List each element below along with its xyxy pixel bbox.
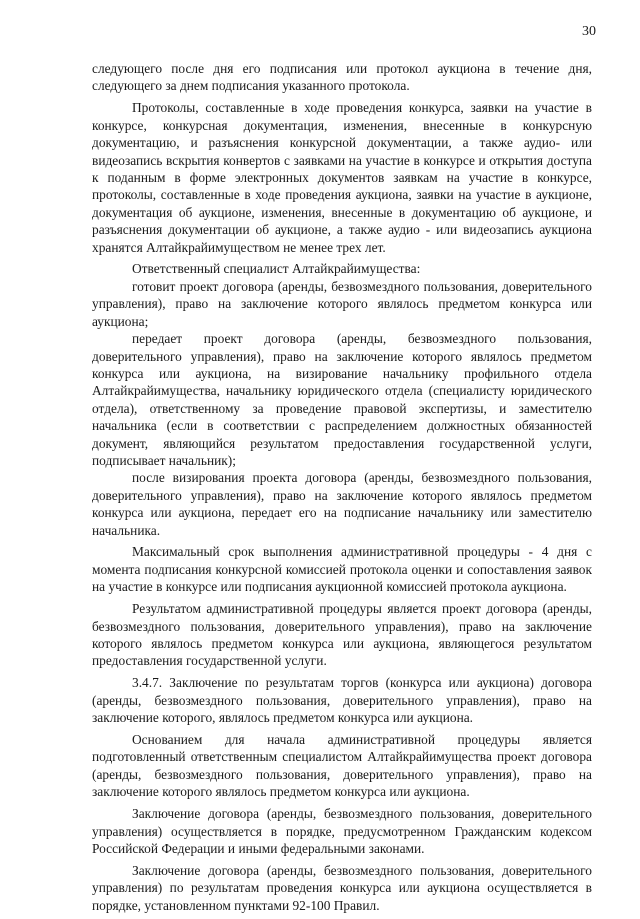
paragraph-prepares-draft: готовит проект договора (аренды, безвозмездного пользования, доверительного управления), право на заключение которого являлось предметом конкурса или аукциона; [92, 278, 592, 329]
paragraph-max-duration: Максимальный срок выполнения административной процедуры - 4 дня с момента подписания конкурсной комиссией протокола оценки и сопоставления заявок на участие в конкурсе или подписания аукционной комиссией протокола аукциона. [92, 544, 592, 595]
paragraph-after-approval: после визирования проекта договора (аренды, безвозмездного пользования, доверительного управления), право на заключение которого являлось предметом конкурса или аукциона, передает его на подписание начальнику или заместителю начальника. [92, 470, 592, 538]
paragraph-responsible-specialist: Ответственный специалист Алтайкрайимущества: [132, 261, 421, 277]
paragraph-continuation: следующего после дня его подписания или протокол аукциона в течение дня, следующего за днем подписания указанного протокола. [92, 61, 592, 94]
document-body [92, 60, 592, 919]
paragraph-protocols-storage: Протоколы, составленные в ходе проведения конкурса, заявки на участие в конкурсе, конкурсная документация, изменения, внесенные в конкурсную документацию, и разъяснения конкурсной документации, а также аудио- или видеозапись вскрытия конвертов с заявками на участие в конкурсе и открытия доступа к поданным в форме электронных документов заявкам на участие в конкурсе, протоколы, составленные в ходе проведения аукциона, заявки на участие в аукционе, документация об аукционе, изменения, внесенные в документацию об аукционе, и разъяснения документации об аукционе, а также аудио - или видеозапись аукциона хранятся Алтайкрайимуществом не менее трех лет. [92, 100, 592, 255]
paragraph-section-3-4-7: 3.4.7. Заключение по результатам торгов (конкурса или аукциона) договора (аренды, безвозмездного пользования, доверительного управления), право на заключение которого, являлось предметом конкурса или аукциона. [92, 675, 592, 726]
paragraph-procedure-result: Результатом административной процедуры является проект договора (аренды, безвозмездного пользования, доверительного управления), право на заключение которого являлось предметом конкурса или аукциона, являющегося результатом предоставления государственной услуги. [92, 601, 592, 669]
paragraph-transfers-for-approval: передает проект договора (аренды, безвозмездного пользования, доверительного управления), право на заключение которого являлось предметом конкурса или аукциона, на визирование начальнику профильного отдела Алтайкрайимущества, начальнику юридического отдела (специалисту юридического отдела), ответственному за проведение правовой экспертизы, и заместителю начальника (если в соответствии с распределением должностных обязанностей документ, являющийся результатом предоставления государственной услуги, подписывает начальник); [92, 331, 592, 468]
page-number: 30 [582, 24, 596, 39]
paragraph-procedure-basis: Основанием для начала административной процедуры является подготовленный ответственным специалистом Алтайкрайимущества проект договора (аренды, безвозмездного пользования, доверительного управления), право на заключение которого являлось предметом конкурса или аукциона. [92, 732, 592, 800]
paragraph-contract-civil-code: Заключение договора (аренды, безвозмездного пользования, доверительного управления) осуществляется в порядке, предусмотренном Гражданским кодексом Российской Федерации и иными федеральными законами. [92, 806, 592, 856]
paragraph-contract-rules: Заключение договора (аренды, безвозмездного пользования, доверительного управления) по результатам проведения конкурса или аукциона осуществляется в порядке, установленном пунктами 92-100 Правил. [92, 862, 592, 913]
